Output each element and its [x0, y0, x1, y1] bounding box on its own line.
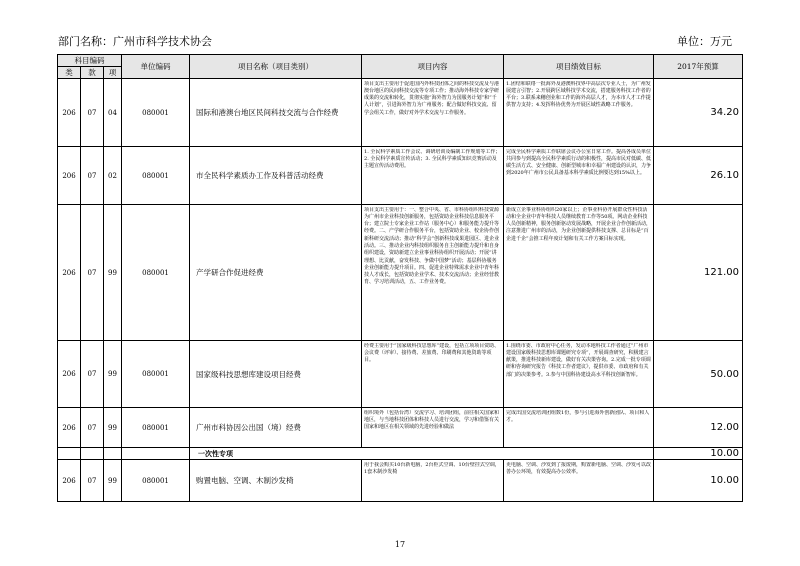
cell-unit-code: 080001: [122, 408, 190, 448]
table-row: [58, 460, 743, 502]
table-row: [58, 205, 743, 341]
cell-kuan: 07: [81, 205, 104, 341]
cell-lei: 206: [58, 341, 81, 408]
section-budget: 10.00: [654, 448, 743, 460]
cell-kuan: 07: [81, 147, 104, 205]
cell-project-name: 购置电脑、空调、木制沙发椅: [190, 460, 362, 502]
cell-kuan: 07: [81, 408, 104, 448]
table-row: [58, 79, 743, 147]
section-label: 一次性专项: [190, 448, 654, 460]
header-unit-code: 单位编码: [122, 55, 190, 79]
cell-unit-code: 080001: [122, 147, 190, 205]
cell-content: 项目支出主要用于促进国内外科技团体之间的科技交流及与港澳台地区的民间科技交流等专项工作；推动海外科技专家学研成果的交流和转化，贯彻实施“海外智力为国服务计划”和“千人计划”，引进海外智力为广州服务；配合做好科技交流、留学会组关工作，做好对外学术交流与工作服务。: [364, 80, 500, 116]
unit-label: 单位：万元: [677, 35, 732, 48]
cell-kuan: 07: [81, 79, 104, 147]
cell-project-name: 国家级科技思想库建设项目经费: [190, 341, 362, 408]
cell-lei: 206: [58, 460, 81, 502]
cell-budget: 50.00: [654, 341, 743, 408]
cell-xiang: 99: [104, 460, 122, 502]
cell-lei: 206: [58, 79, 81, 147]
section-row: [58, 448, 743, 460]
table-row: [58, 341, 743, 408]
header-lei: 类: [58, 67, 81, 79]
cell-goal: 新成立企事业科协组织20家以上；企事业科协开展群众性科技活动和全企业中青年科技人员继续教育工作等50项。网动企业科技人员创新精神，服务创新驱动发展战略，开展企业合作创新活动，注意推进广州市的活动，为企业创新提供科技支撑、总目标是“百企进千企”会推工程年度计划和有关工作方案目标实现。: [506, 206, 652, 242]
page-number: 17: [394, 540, 406, 549]
cell-goal: 1.团结和联络一批海外及港澳科技界中高层次专业人士，为广州发展建言引智；2.开展跨区域科技学术交流，搭建服务科技工作者的平台；3.联系来穗创业和工作的海外高层人才，为本市人才工作提供智力支持；4.发挥科协优势为开展区域性战略工作服务。: [506, 80, 651, 109]
cell-goal: 更电脑、空调、沙发到了报废期，购置新电脑、空调、沙发可以改善办公环境，有效提高办公效率。: [506, 461, 652, 475]
cell-budget: 121.00: [654, 205, 743, 341]
cell-content: 项目支出主要用于：一、整合中央、省、市科协组织科技资源为广州市企业科技创新服务，包括资助企业科技信息服务平台；建立院士专家企业工作站（服务中心）和服务能力提升等经费。二、产学研合作服务平台，包括资助企业、校企协作创新科研交流活动；推动“科学会”创新科技成果进园区、进企业活动。三、推动企业内科技组织服务自主创新能力提升和自身组织建设，资助新建立企业事业科协组织开展活动；开展“讲理想、比贡献，奋发科技、争做中国梦”活动；基层科协服务企业创新能力提升项目。四、促进企业特殊需求企业中青年科技人才成长，包括资助企业学术、技术交流活动；企业经营教育、学习培训活动，五、工作业务费。: [364, 206, 500, 286]
budget-table: [57, 54, 743, 502]
cell-project-name: 产学研合作促进经费: [190, 205, 362, 341]
cell-project-name: 国际和港澳台地区民间科技交流与合作经费: [190, 79, 362, 147]
cell-unit-code: 080001: [122, 79, 190, 147]
cell-kuan: 07: [81, 341, 104, 408]
header-budget: 2017年预算: [654, 55, 743, 79]
cell-unit-code: 080001: [122, 205, 190, 341]
cell-content: 用于我会购买10台新电脑，2台柜式空调、10台壁挂式空调，1套木制沙发椅: [364, 461, 500, 475]
cell-goal: 完成全民科学素质工作联席会议办公室日常工作。提高各成员单位共同参与到提高全民科学素质行动的积极性，提高市民对低碳、低碳生活方式、安全健康、创新型城市和幸福广州建设的认识，力争到2020年广州市公民具备基本科学素质比例要达到15%以上。: [506, 148, 652, 177]
cell-budget: 10.00: [654, 460, 743, 502]
cell-lei: 206: [58, 408, 81, 448]
cell-content: 组织境外（包括台湾）交流学习、培训团组，前往相关国家和地区，与当地科技团体和科技人员进行交流，学习和借鉴有关国家和地区在相关领域的先进经验和做法: [364, 409, 500, 431]
cell-budget: 12.00: [654, 408, 743, 448]
header-project-name: 项目名称（项目类别）: [190, 55, 362, 79]
table-row: [58, 147, 743, 205]
header-kuan: 款: [81, 67, 104, 79]
cell-unit-code: 080001: [122, 460, 190, 502]
cell-project-name: 广州市科协因公出国（境）经费: [190, 408, 362, 448]
cell-lei: 206: [58, 205, 81, 341]
cell-goal: 1.围绕市委、市政府中心任务，发动本地科技工作者通过“广州市建设国家级科技思想库课题研究专项”，开展调查研究，积极建言献策，推进科技新库建设，做好有关决策咨询。2.完成一批专项调研和咨询研究报告《科技工作者建议》，提供市委、市政府和有关部门的决策参考。3.参与中国科协建设高水平科技创新智库。: [506, 342, 651, 378]
header-xiang: 项: [104, 67, 122, 79]
cell-budget: 34.20: [654, 79, 743, 147]
header-content: 项目内容: [362, 55, 504, 79]
cell-content: 经费主要用于“国家级科技思想库”建设，包括立项项目资助、会议费（评审）、接待费、差旅费、印刷费和其他资助等项目。: [364, 342, 500, 364]
cell-xiang: 99: [104, 341, 122, 408]
cell-lei: 206: [58, 147, 81, 205]
table-row: [58, 408, 743, 448]
cell-xiang: 99: [104, 408, 122, 448]
cell-project-name: 市全民科学素质办工作及科普活动经费: [190, 147, 362, 205]
department-name: 部门名称：广州市科学技术协会: [58, 35, 212, 48]
cell-budget: 26.10: [654, 147, 743, 205]
cell-xiang: 02: [104, 147, 122, 205]
cell-goal: 完成出国交流培训团组数1份，参与引进海外创新团队、项目和人才。: [506, 409, 650, 423]
cell-unit-code: 080001: [122, 341, 190, 408]
cell-kuan: 07: [81, 460, 104, 502]
cell-xiang: 04: [104, 79, 122, 147]
header-code-group: 科目编码: [58, 55, 122, 67]
cell-xiang: 99: [104, 205, 122, 341]
cell-content: 1. 全民科学素质工作会议、调研培训及编制工作规划等工作；2. 全民科学素质宣传活动；3. 全民科学素质知识竞赛活动及主题宣传活动费用。: [364, 148, 501, 170]
header-goal: 项目绩效目标: [504, 55, 654, 79]
